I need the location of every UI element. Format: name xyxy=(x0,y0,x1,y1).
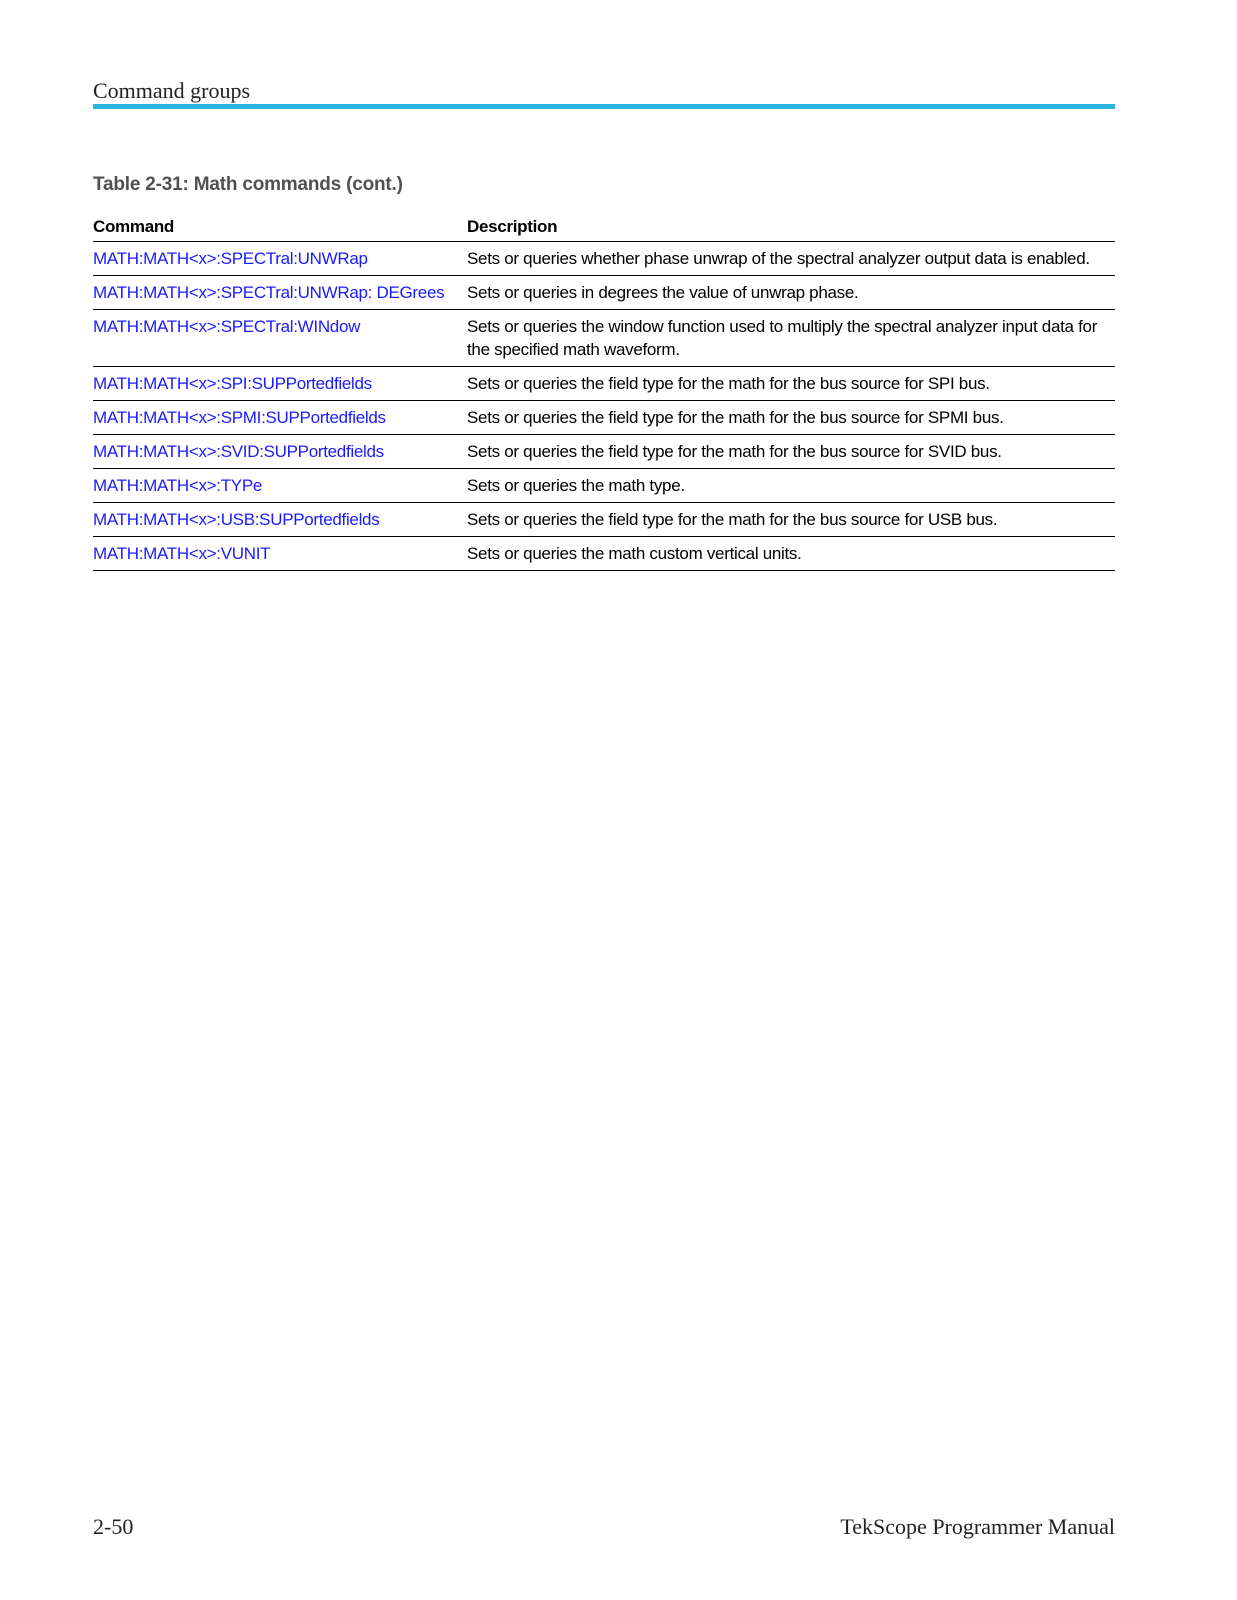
command-link[interactable]: MATH:MATH<x>:SVID:SUPPortedfields xyxy=(93,442,384,461)
command-link[interactable]: MATH:MATH<x>:VUNIT xyxy=(93,544,271,563)
math-commands-table xyxy=(93,212,1115,571)
command-description: Sets or queries whether phase unwrap of the spectral analyzer output data is enabled. xyxy=(467,242,1115,276)
header-rule xyxy=(93,104,1115,109)
command-link[interactable]: MATH:MATH<x>:SPECTral:UNWRap xyxy=(93,249,368,268)
page-number: 2-50 xyxy=(93,1514,134,1539)
table-header-row xyxy=(93,212,1115,242)
command-description: Sets or queries in degrees the value of unwrap phase. xyxy=(467,276,1115,310)
command-link[interactable]: MATH:MATH<x>:TYPe xyxy=(93,476,263,495)
command-link[interactable]: MATH:MATH<x>:SPMI:SUPPortedfields xyxy=(93,408,386,427)
column-header-description: Description xyxy=(467,212,1115,242)
table-row xyxy=(93,537,1115,571)
command-description: Sets or queries the field type for the math for the bus source for SPMI bus. xyxy=(467,401,1115,435)
table-row xyxy=(93,242,1115,276)
command-link[interactable]: MATH:MATH<x>:SPECTral:WINdow xyxy=(93,317,361,336)
table-row xyxy=(93,276,1115,310)
command-description: Sets or queries the field type for the math for the bus source for SPI bus. xyxy=(467,367,1115,401)
table-row xyxy=(93,469,1115,503)
command-link[interactable]: MATH:MATH<x>:USB:SUPPortedfields xyxy=(93,510,380,529)
table-row xyxy=(93,310,1115,367)
table-caption: Table 2-31: Math commands (cont.) xyxy=(93,174,403,195)
running-header: Command groups xyxy=(93,78,251,103)
command-description: Sets or queries the math custom vertical units. xyxy=(467,537,1115,571)
column-header-command: Command xyxy=(93,212,467,242)
table-row xyxy=(93,401,1115,435)
command-description: Sets or queries the window function used to multiply the spectral analyzer input data for the specified math waveform. xyxy=(467,310,1115,367)
command-link[interactable]: MATH:MATH<x>:SPI:SUPPortedfields xyxy=(93,374,372,393)
table-row xyxy=(93,435,1115,469)
table-row xyxy=(93,503,1115,537)
table-row xyxy=(93,367,1115,401)
command-description: Sets or queries the field type for the math for the bus source for SVID bus. xyxy=(467,435,1115,469)
manual-title: TekScope Programmer Manual xyxy=(840,1514,1115,1539)
command-link[interactable]: MATH:MATH<x>:SPECTral:UNWRap: DEGrees xyxy=(93,283,445,302)
command-description: Sets or queries the math type. xyxy=(467,469,1115,503)
command-description: Sets or queries the field type for the math for the bus source for USB bus. xyxy=(467,503,1115,537)
